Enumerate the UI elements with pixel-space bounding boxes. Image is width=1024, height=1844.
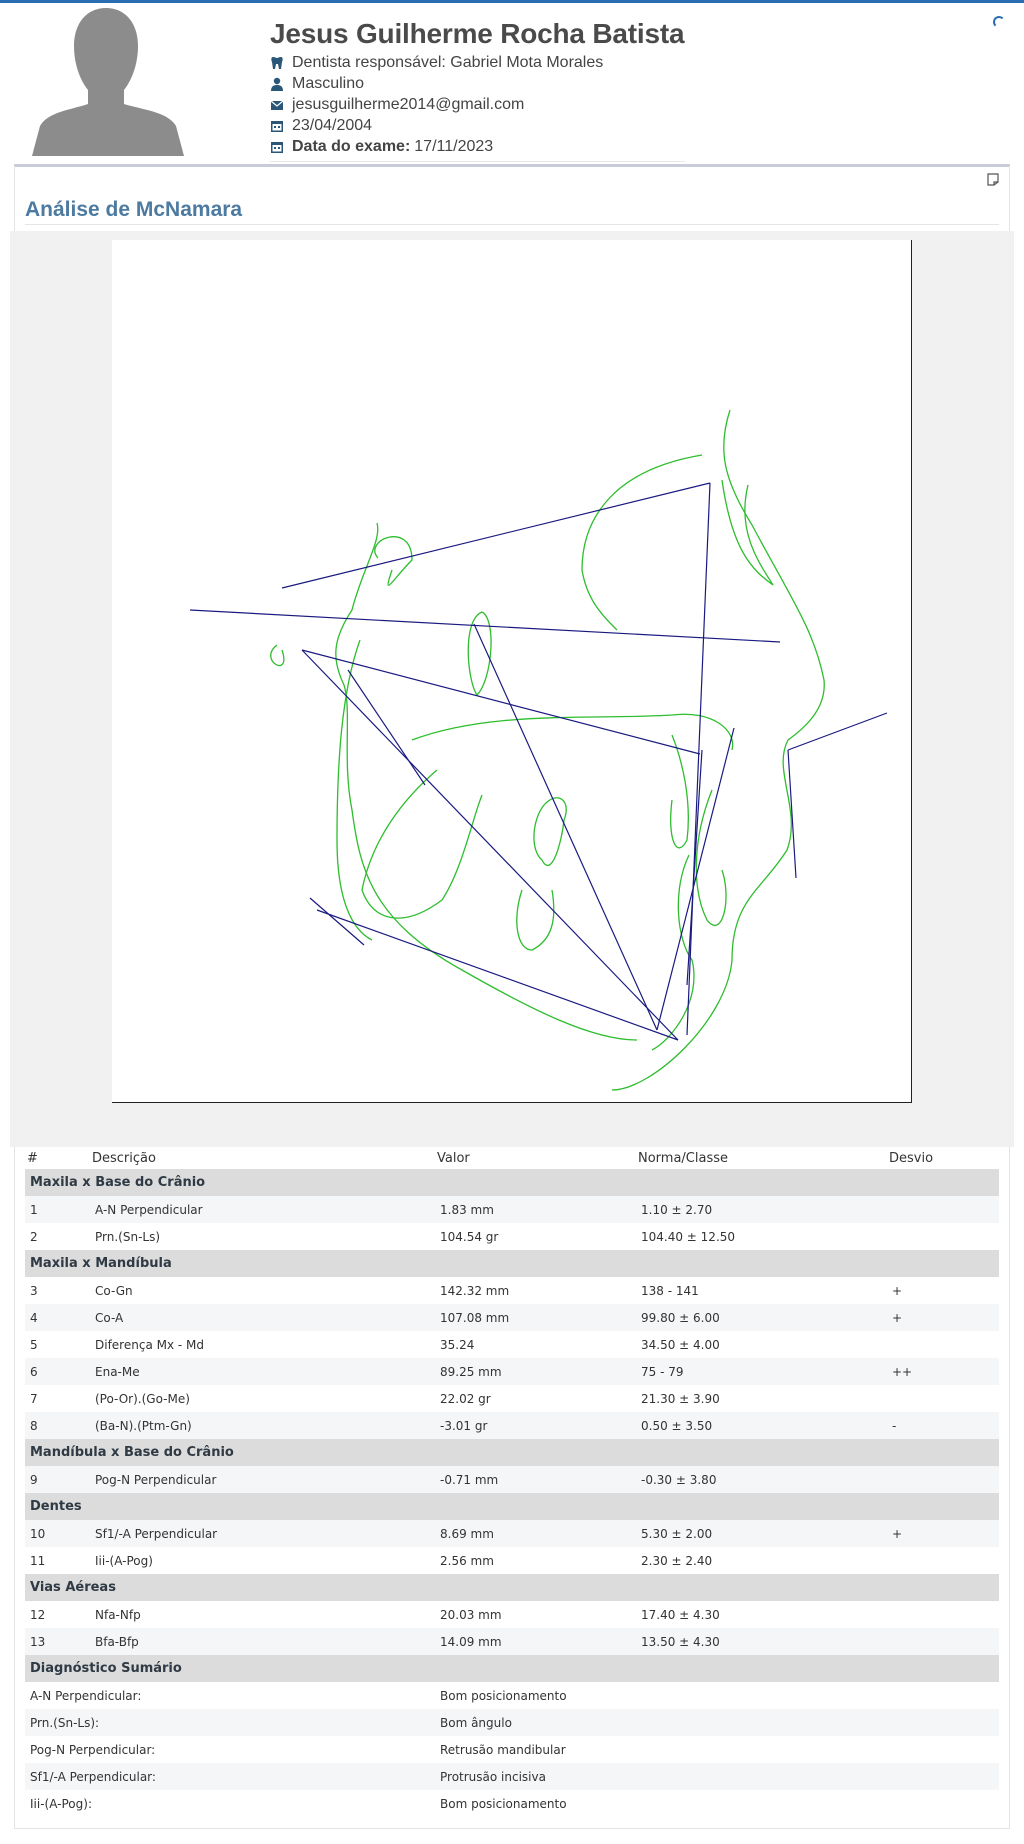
sn-line	[282, 483, 710, 588]
birthdate-row	[270, 115, 685, 136]
row-value: -3.01 gr	[435, 1412, 636, 1439]
forehead-profile	[612, 410, 824, 1090]
exam-label: Data do exame:	[292, 137, 411, 155]
summary-group-row: Diagnóstico Sumário	[25, 1655, 999, 1682]
row-description: Sf1/-A Perpendicular	[90, 1520, 435, 1547]
summary-row	[25, 1682, 999, 1709]
row-number: 12	[30, 1607, 46, 1622]
row-value: 20.03 mm	[440, 1607, 502, 1622]
user-icon	[270, 77, 284, 91]
row-value: -0.71 mm	[435, 1466, 636, 1493]
envelope-icon	[270, 98, 284, 112]
row-deviation: +	[887, 1304, 999, 1331]
row-value: 104.54 gr	[440, 1229, 499, 1244]
row-number: 2	[30, 1229, 38, 1244]
patient-info	[270, 16, 685, 162]
row-description: Iii-(A-Pog)	[95, 1553, 153, 1568]
row-value: 35.24	[440, 1337, 475, 1352]
orbit-contour	[582, 455, 702, 630]
row-norm: 13.50 ± 4.30	[636, 1628, 887, 1655]
row-norm: 138 - 141	[641, 1283, 699, 1298]
incisor-upper	[671, 735, 689, 848]
ear-contour	[271, 645, 284, 666]
col-description: Descrição	[92, 1151, 156, 1166]
summary-value: Bom posicionamento	[440, 1688, 567, 1703]
summary-value: Protrusão incisiva	[435, 1763, 999, 1790]
top-accent-bar	[0, 0, 1024, 3]
summary-value: Bom posicionamento	[440, 1796, 567, 1811]
email-row	[270, 94, 685, 115]
row-value: 8.69 mm	[435, 1520, 636, 1547]
row-number: 6	[25, 1358, 90, 1385]
group-row: Vias Aéreas	[25, 1574, 999, 1601]
dentist-row	[270, 52, 685, 73]
row-deviation	[887, 1628, 999, 1655]
measurements-table	[25, 1148, 999, 1817]
col-deviation: Desvio	[889, 1151, 934, 1166]
table-row	[25, 1304, 999, 1331]
exam-row	[270, 136, 685, 157]
row-description: A-N Perpendicular	[90, 1196, 435, 1223]
group-row: Maxila x Base do Crânio	[25, 1169, 999, 1196]
row-number: 13	[25, 1628, 90, 1655]
table-row	[25, 1277, 999, 1304]
summary-row	[25, 1736, 999, 1763]
row-number: 3	[30, 1283, 38, 1298]
row-number: 4	[25, 1304, 90, 1331]
row-value: 2.56 mm	[440, 1553, 494, 1568]
nasal-contour	[722, 480, 773, 585]
row-description: (Ba-N).(Ptm-Gn)	[90, 1412, 435, 1439]
row-deviation	[887, 1385, 999, 1412]
e-line	[788, 713, 887, 750]
summary-label: Iii-(A-Pog):	[30, 1796, 92, 1811]
dentist-text: Dentista responsável: Gabriel Mota Morales	[292, 53, 604, 71]
calendar-icon	[270, 119, 284, 133]
row-deviation	[887, 1196, 999, 1223]
ena-me-line	[687, 750, 702, 985]
table-row	[25, 1223, 999, 1250]
row-norm: -0.30 ± 3.80	[636, 1466, 887, 1493]
row-description: Pog-N Perpendicular	[90, 1466, 435, 1493]
patient-name: Jesus Guilherme Rocha Batista	[270, 18, 685, 49]
col-value: Valor	[437, 1151, 470, 1166]
summary-row	[25, 1763, 999, 1790]
row-deviation	[887, 1466, 999, 1493]
row-deviation: ++	[887, 1358, 999, 1385]
co-a-line	[302, 650, 700, 754]
table-header	[25, 1148, 999, 1169]
row-norm: 5.30 ± 2.00	[636, 1520, 887, 1547]
gender-row	[270, 73, 685, 94]
row-norm: 17.40 ± 4.30	[641, 1607, 720, 1622]
table-row	[25, 1628, 999, 1655]
summary-value: Retrusão mandibular	[440, 1742, 566, 1757]
row-number: 1	[25, 1196, 90, 1223]
row-norm: 99.80 ± 6.00	[636, 1304, 887, 1331]
a-pog-line	[657, 728, 734, 1030]
gender-text: Masculino	[292, 74, 365, 92]
table-row	[25, 1196, 999, 1223]
summary-label: Sf1/-A Perpendicular:	[25, 1763, 435, 1790]
cephalometric-tracing	[112, 240, 912, 1103]
row-norm: 75 - 79	[636, 1358, 887, 1385]
table-row	[25, 1385, 999, 1412]
row-norm: 34.50 ± 4.00	[641, 1337, 720, 1352]
row-norm: 21.30 ± 3.90	[641, 1391, 720, 1406]
tooth-icon	[270, 56, 284, 70]
row-number: 10	[25, 1520, 90, 1547]
row-norm: 0.50 ± 3.50	[636, 1412, 887, 1439]
table-row	[25, 1520, 999, 1547]
row-number: 5	[30, 1337, 38, 1352]
row-deviation	[887, 1601, 999, 1628]
summary-label: A-N Perpendicular:	[30, 1688, 142, 1703]
row-deviation	[887, 1223, 999, 1250]
row-value: 142.32 mm	[440, 1283, 510, 1298]
spinner-icon	[993, 16, 1005, 28]
row-deviation	[887, 1547, 999, 1574]
ramus-contour	[337, 640, 372, 940]
row-deviation: +	[892, 1283, 903, 1298]
row-deviation	[887, 1331, 999, 1358]
skull-contour	[336, 523, 637, 1040]
molar-upper	[534, 798, 566, 866]
row-number: 8	[25, 1412, 90, 1439]
row-description: Bfa-Bfp	[90, 1628, 435, 1655]
col-number: #	[27, 1151, 38, 1166]
group-row: Dentes	[25, 1493, 999, 1520]
sn-ls-line	[788, 750, 796, 878]
note-icon[interactable]	[987, 173, 999, 186]
summary-row	[25, 1709, 999, 1736]
palate-contour	[412, 714, 733, 750]
row-norm: 2.30 ± 2.40	[641, 1553, 713, 1568]
row-value: 89.25 mm	[435, 1358, 636, 1385]
row-description: Nfa-Nfp	[95, 1607, 141, 1622]
row-value: 22.02 gr	[440, 1391, 491, 1406]
exam-date: 17/11/2023	[414, 137, 494, 155]
mandibular-plane	[317, 910, 678, 1040]
gonial-line	[348, 670, 425, 785]
group-row: Mandíbula x Base do Crânio	[25, 1439, 999, 1466]
table-row	[25, 1601, 999, 1628]
row-number: 11	[30, 1553, 46, 1568]
calendar-icon	[270, 140, 284, 154]
go-segment	[310, 898, 364, 945]
summary-label: Pog-N Perpendicular:	[30, 1742, 156, 1757]
n-perpendicular	[687, 483, 710, 1035]
row-description: (Po-Or).(Go-Me)	[95, 1391, 190, 1406]
row-description: Co-A	[90, 1304, 435, 1331]
row-value: 107.08 mm	[435, 1304, 636, 1331]
birthdate-text: 23/04/2004	[292, 116, 373, 134]
table-row	[25, 1358, 999, 1385]
row-description: Diferença Mx - Md	[95, 1337, 204, 1352]
email-text: jesusguilherme2014@gmail.com	[292, 95, 525, 113]
row-value: 14.09 mm	[435, 1628, 636, 1655]
molar-lower	[517, 890, 554, 950]
summary-label: Prn.(Sn-Ls):	[25, 1709, 435, 1736]
table-row	[25, 1412, 999, 1439]
mandible-inner	[362, 770, 482, 918]
avatar	[28, 6, 184, 156]
facial-axis	[474, 624, 657, 1030]
row-description: Ena-Me	[90, 1358, 435, 1385]
col-norm: Norma/Classe	[638, 1151, 729, 1166]
row-number: 9	[25, 1466, 90, 1493]
row-norm: 104.40 ± 12.50	[641, 1229, 736, 1244]
row-deviation: +	[887, 1520, 999, 1547]
summary-row	[25, 1790, 999, 1817]
table-row	[25, 1547, 999, 1574]
row-deviation: -	[887, 1412, 999, 1439]
row-norm: 1.10 ± 2.70	[636, 1196, 887, 1223]
row-number: 7	[30, 1391, 38, 1406]
table-row	[25, 1331, 999, 1358]
row-value: 1.83 mm	[435, 1196, 636, 1223]
table-row	[25, 1466, 999, 1493]
group-row: Maxila x Mandíbula	[25, 1250, 999, 1277]
row-description: Prn.(Sn-Ls)	[95, 1229, 161, 1244]
analysis-title: Análise de McNamara	[25, 198, 999, 225]
tracing-svg	[112, 240, 912, 1103]
row-description: Co-Gn	[95, 1283, 133, 1298]
summary-value: Bom ângulo	[435, 1709, 999, 1736]
